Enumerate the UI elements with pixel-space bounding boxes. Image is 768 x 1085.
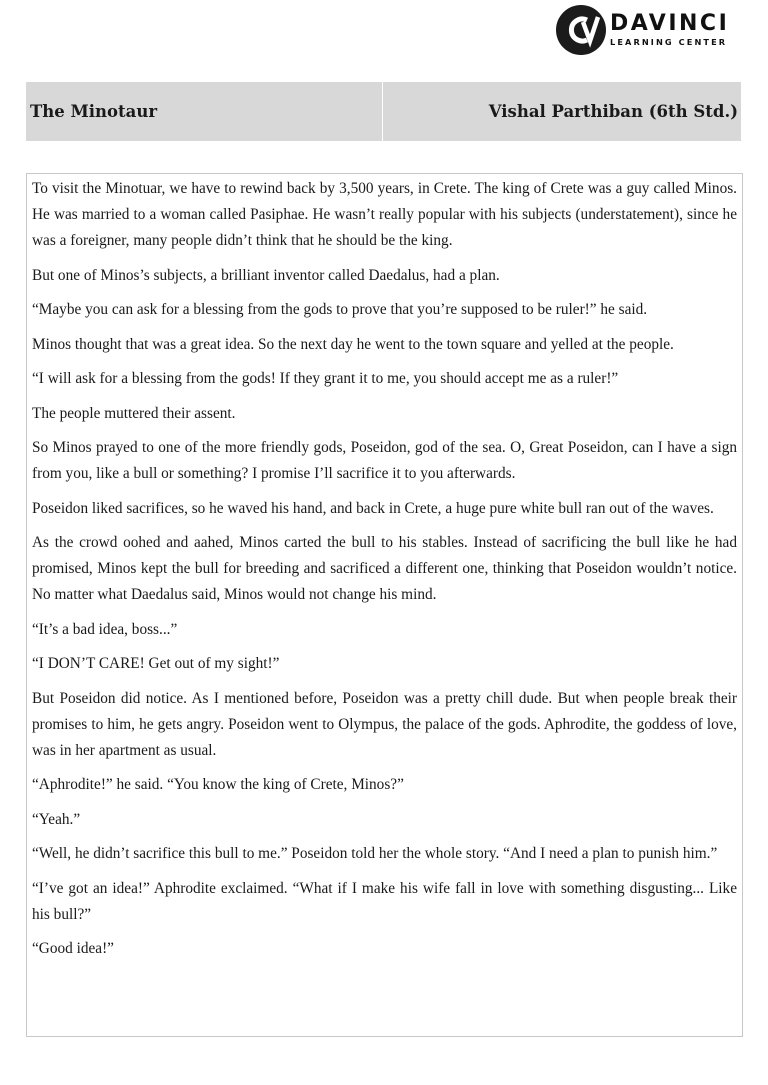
paragraph: Minos thought that was a great idea. So the next day he went to the town square and yelled at the people. — [32, 335, 674, 353]
logo-text — [610, 13, 729, 46]
story-title: The Minotaur — [26, 82, 383, 141]
paragraph: “I DON’T CARE! Get out of my sight!” — [32, 655, 280, 672]
paragraph: “Maybe you can ask for a blessing from the gods to prove that you’re supposed to be ruler!” he said. — [32, 301, 648, 318]
paragraph: As the crowd oohed and aahed, Minos carted the bull to his stables. Instead of sacrificing the bull like he had promised, Minos kept the bull for breeding and sacrificed a different one, thinking that Poseidon wouldn’t notice. No matter what Daedalus said, Minos would not change his mind. — [32, 534, 737, 603]
paragraph: “I will ask for a blessing from the gods! If they grant it to me, you should accept me as a ruler!” — [32, 370, 619, 387]
paragraph: “Yeah.” — [32, 810, 81, 828]
logo-brand: DAVINCI — [610, 11, 730, 37]
paragraph: Poseidon liked sacrifices, so he waved his hand, and back in Crete, a huge pure white bull ran out of the waves. — [32, 499, 714, 517]
paragraph: “Good idea!” — [32, 940, 114, 957]
story-body — [26, 173, 743, 1037]
paragraph: “Well, he didn’t sacrifice this bull to me.” Poseidon told her the whole story. “And I need a plan to punish him.” — [32, 845, 718, 862]
header-table — [26, 82, 741, 141]
paragraph: “It’s a bad idea, boss...” — [32, 620, 178, 638]
davinci-logo — [554, 2, 754, 58]
paragraph: The people muttered their assent. — [32, 404, 236, 422]
davinci-cv-logo-icon — [554, 3, 608, 57]
paragraph: “I’ve got an idea!” Aphrodite exclaimed. “What if I make his wife fall in love with something disgusting... Like his bull?” — [32, 879, 737, 923]
paragraph: But Poseidon did notice. As I mentioned before, Poseidon was a pretty chill dude. But when people break their promises to him, he gets angry. Poseidon went to Olympus, the palace of the gods. Aphrodite, the goddess of love, was in her apartment as usual. — [32, 689, 737, 759]
author-name: Vishal Parthiban (6th Std.) — [488, 102, 738, 121]
paragraph: To visit the Minotuar, we have to rewind back by 3,500 years, in Crete. The king of Crete was a guy called Minos. He was married to a woman called Pasiphae. He wasn’t really popular with his subjects (understatement), since he was a foreigner, many people didn’t think that he should be the king. — [32, 180, 737, 249]
logo-subtitle: LEARNING CENTER — [610, 37, 728, 48]
paragraph: But one of Minos’s subjects, a brilliant inventor called Daedalus, had a plan. — [32, 266, 500, 284]
paragraph: So Minos prayed to one of the more friendly gods, Poseidon, god of the sea. O, Great Poseidon, can I have a sign from you, like a bull or something? I promise I’ll sacrifice it to you afterwards. — [32, 439, 737, 482]
paragraph: “Aphrodite!” he said. “You know the king of Crete, Minos?” — [32, 776, 404, 793]
